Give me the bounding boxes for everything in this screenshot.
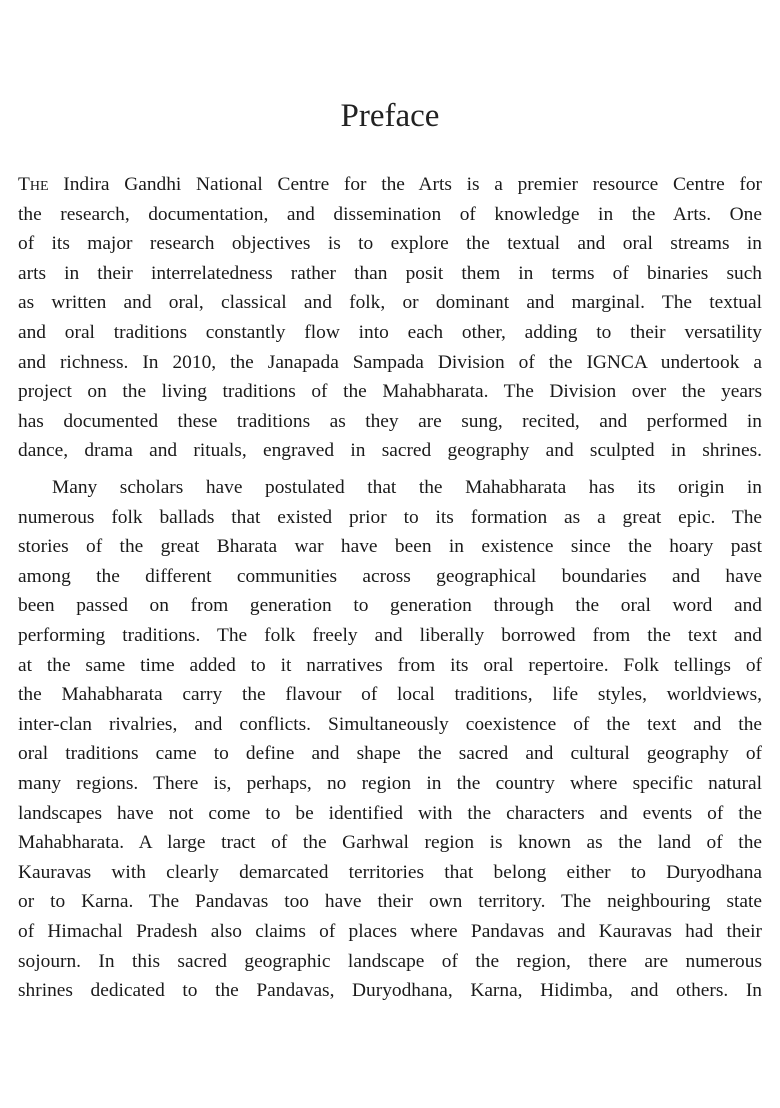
- line-text: and oral traditions constantly flow into each other, adding to their versatility: [18, 321, 762, 343]
- text-line: [18, 288, 762, 318]
- line-text: Mahabharata. A large tract of the Garhwal region is known as the land of the: [18, 832, 762, 854]
- text-line: [18, 887, 762, 917]
- paragraph-1: [18, 170, 762, 466]
- line-text: among the different communities across geographical boundaries and have: [18, 565, 762, 587]
- text-line: [18, 170, 762, 200]
- text-line: [18, 532, 762, 562]
- text-line: [18, 651, 762, 681]
- line-text: has documented these traditions as they are sung, recited, and performed in: [18, 410, 762, 432]
- line-text: inter-clan rivalries, and conflicts. Simultaneously coexistence of the text and the: [18, 713, 762, 735]
- text-line: [18, 591, 762, 621]
- text-line: [18, 858, 762, 888]
- line-text: performing traditions. The folk freely and liberally borrowed from the text and: [18, 624, 762, 646]
- line-text: shrines dedicated to the Pandavas, Duryodhana, Karna, Hidimba, and others. In: [18, 980, 762, 1002]
- line-text: of Himachal Pradesh also claims of places where Pandavas and Kauravas had their: [18, 920, 762, 942]
- line-text: Many scholars have postulated that the Mahabharata has its origin in: [52, 477, 762, 498]
- text-line: [18, 348, 762, 378]
- text-line: [18, 407, 762, 437]
- page-title: Preface: [340, 98, 440, 134]
- text-line: [18, 621, 762, 651]
- line-text: numerous folk ballads that existed prior to its formation as a great epic. The: [18, 506, 762, 528]
- line-text: project on the living traditions of the Mahabharata. The Division over the years: [18, 381, 762, 403]
- text-line: [18, 739, 762, 769]
- text-line: [18, 503, 762, 533]
- line-text: of its major research objectives is to explore the textual and oral streams in: [18, 233, 762, 255]
- line-text: the research, documentation, and dissemination of knowledge in the Arts. One: [18, 203, 762, 225]
- text-line: [18, 917, 762, 947]
- line-text: sojourn. In this sacred geographic landscape of the region, there are numerous: [18, 950, 762, 972]
- text-line: [18, 976, 762, 1006]
- text-line: [18, 436, 762, 466]
- paragraph-2: [18, 473, 762, 1006]
- line-text: Kauravas with clearly demarcated territories that belong either to Duryodhana: [18, 861, 762, 883]
- text-line: [18, 799, 762, 829]
- text-line: [18, 229, 762, 259]
- line-text: at the same time added to it narratives from its oral repertoire. Folk tellings of: [18, 654, 762, 676]
- text-line: [18, 769, 762, 799]
- line-text: been passed on from generation to generation through the oral word and: [18, 595, 762, 617]
- text-line: [18, 318, 762, 348]
- text-line: [18, 377, 762, 407]
- text-line: [18, 947, 762, 977]
- line-text: Indira Gandhi National Centre for the Arts is a premier resource Centre for: [63, 174, 762, 195]
- line-text: the Mahabharata carry the flavour of local traditions, life styles, worldviews,: [18, 684, 762, 706]
- line-text: many regions. There is, perhaps, no region in the country where specific natural: [18, 772, 762, 794]
- text-line: [18, 828, 762, 858]
- text-line: [18, 473, 762, 503]
- line-text: arts in their interrelatedness rather than posit them in terms of binaries such: [18, 262, 762, 284]
- text-line: [18, 680, 762, 710]
- text-line: [18, 710, 762, 740]
- line-text: oral traditions came to define and shape the sacred and cultural geography of: [18, 743, 762, 765]
- line-text: or to Karna. The Pandavas too have their own territory. The neighbouring state: [18, 891, 762, 913]
- line-text: landscapes have not come to be identified with the characters and events of the: [18, 802, 762, 824]
- lead-word-small-caps: The: [18, 174, 49, 195]
- line-text: dance, drama and rituals, engraved in sacred geography and sculpted in shrines.: [18, 440, 762, 462]
- line-text: as written and oral, classical and folk, or dominant and marginal. The textual: [18, 292, 762, 314]
- line-text: stories of the great Bharata war have been in existence since the hoary past: [18, 536, 762, 558]
- text-line: [18, 562, 762, 592]
- line-text: and richness. In 2010, the Janapada Sampada Division of the IGNCA undertook a: [18, 351, 762, 373]
- text-line: [18, 200, 762, 230]
- text-line: [18, 259, 762, 289]
